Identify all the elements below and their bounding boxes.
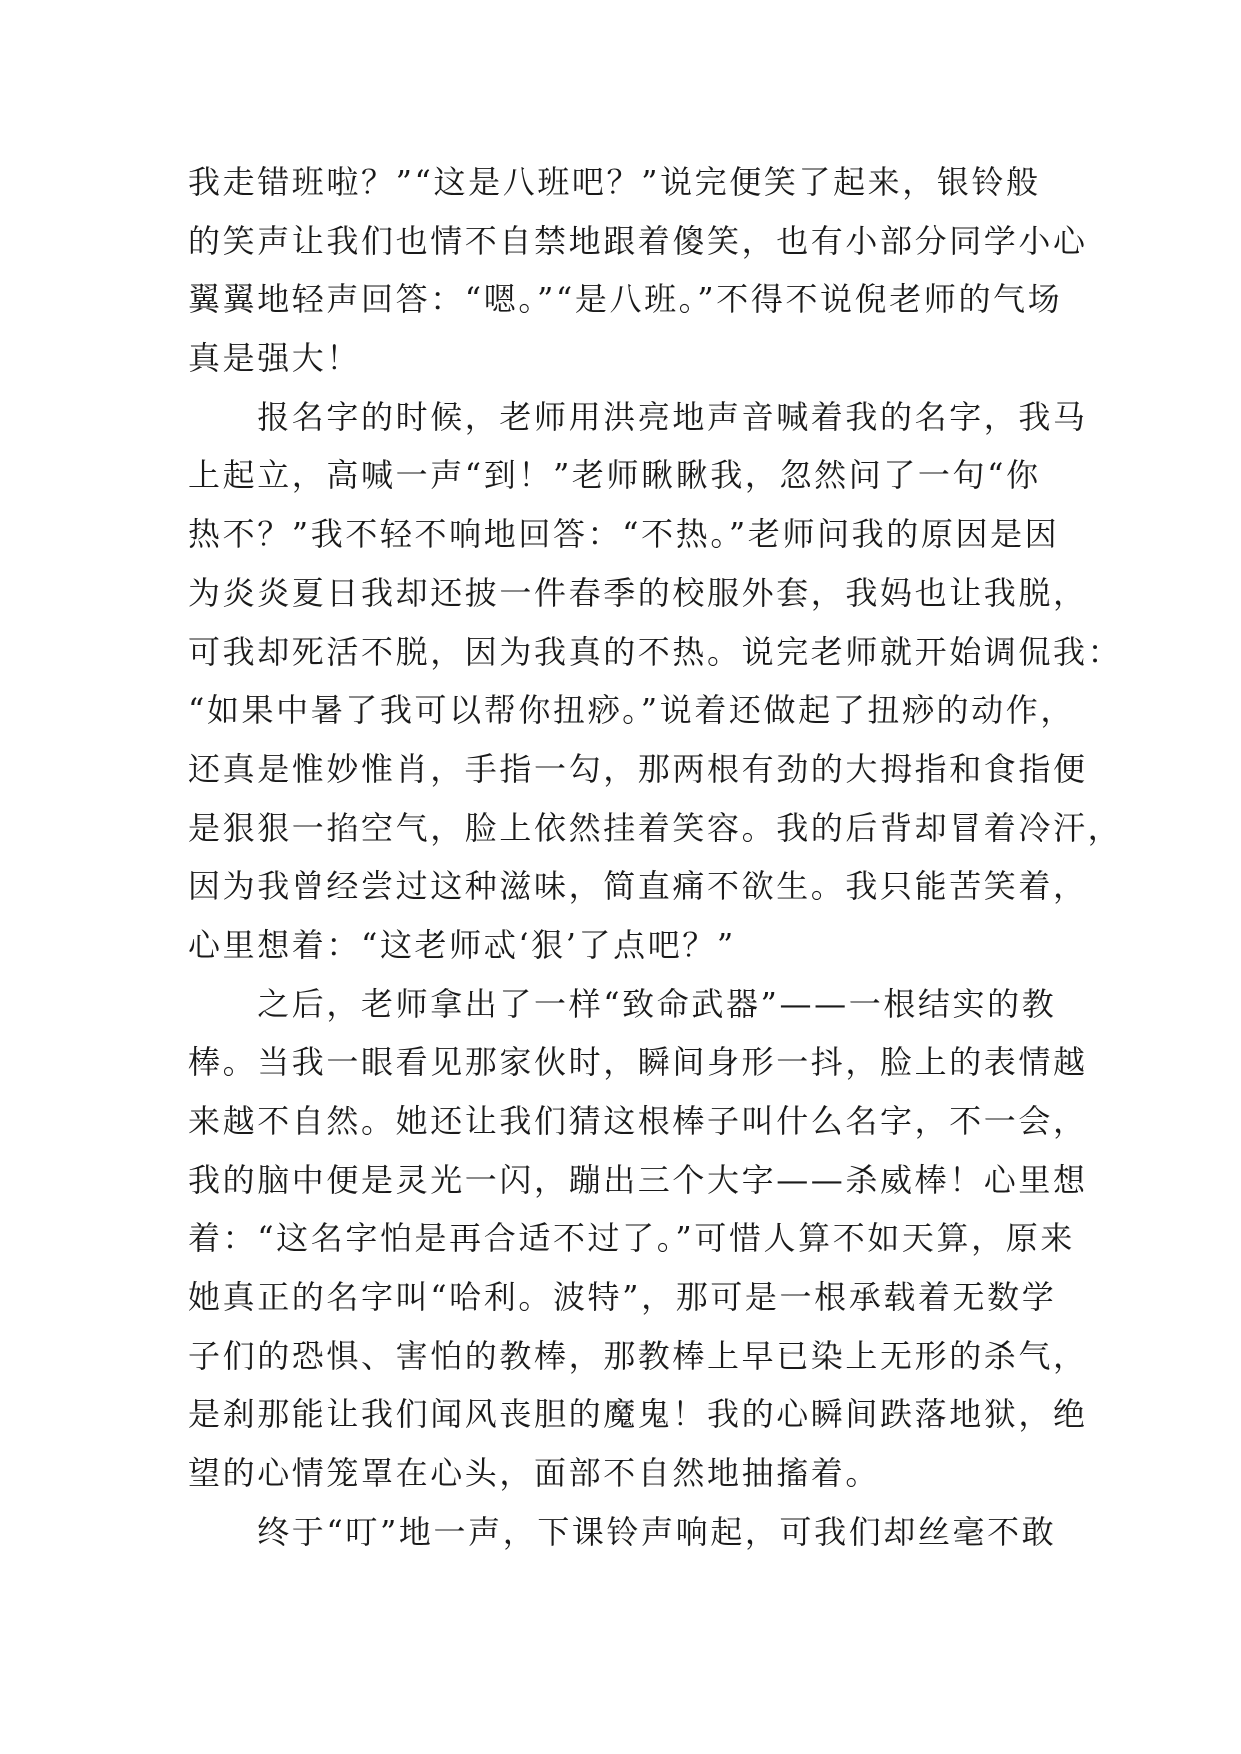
text-line: 翼翼地轻声回答：“嗯。”“是八班。”不得不说倪老师的气场 [188,280,1063,319]
text-line: 热不？”我不轻不响地回答：“不热。”老师问我的原因是因 [188,515,1060,554]
text-line: 终于“叮”地一声，下课铃声响起，可我们却丝毫不敢 [188,1512,1057,1551]
text-line: 还真是惟妙惟肖，手指一勾，那两根有劲的大拇指和食指便 [188,749,1088,788]
text-line: 望的心情笼罩在心头，面部不自然地抽搐着。 [188,1454,881,1493]
text-line: 是狠狠一掐空气，脸上依然挂着笑容。我的后背却冒着冷汗， [188,808,1123,847]
text-line: 报名字的时候，老师用洪亮地声音喊着我的名字，我马 [188,397,1088,436]
text-line: 是刹那能让我们闻风丧胆的魔鬼！我的心瞬间跌落地狱，绝 [188,1395,1088,1434]
text-line: 她真正的名字叫“哈利。波特”，那可是一根承载着无数学 [188,1278,1057,1317]
text-line: 着：“这名字怕是再合适不过了。”可惜人算不如天算，原来 [188,1219,1075,1258]
text-line: 棒。当我一眼看见那家伙时，瞬间身形一抖，脸上的表情越 [188,1043,1088,1082]
text-line: 的笑声让我们也情不自禁地跟着傻笑，也有小部分同学小心 [188,221,1088,260]
text-line: “如果中暑了我可以帮你扭痧。”说着还做起了扭痧的动作， [188,691,1075,730]
text-line: 上起立，高喊一声“到！”老师瞅瞅我，忽然问了一句“你 [188,456,1041,495]
text-line: 来越不自然。她还让我们猜这根棒子叫什么名字，不一会， [188,1102,1088,1140]
text-column [188,153,1123,1562]
text-line: 可我却死活不脱，因为我真的不热。说完老师就开始调侃我： [188,632,1123,671]
text-line: 子们的恐惧、害怕的教棒，那教棒上早已染上无形的杀气， [188,1336,1088,1375]
text-line: 之后，老师拿出了一样“致命武器”——一根结实的教 [188,984,1057,1023]
text-line: 真是强大！ [188,339,362,378]
text-line: 心里想着：“这老师忒‘狠’了点吧？” [188,925,736,964]
text-line: 我走错班啦？”“这是八班吧？”说完便笑了起来，银铃般 [188,163,1041,201]
text-line: 为炎炎夏日我却还披一件春季的校服外套，我妈也让我脱， [188,573,1088,612]
text-line: 因为我曾经尝过这种滋味，简直痛不欲生。我只能苦笑着， [188,867,1088,906]
text-line: 我的脑中便是灵光一闪，蹦出三个大字——杀威棒！心里想 [188,1160,1088,1199]
